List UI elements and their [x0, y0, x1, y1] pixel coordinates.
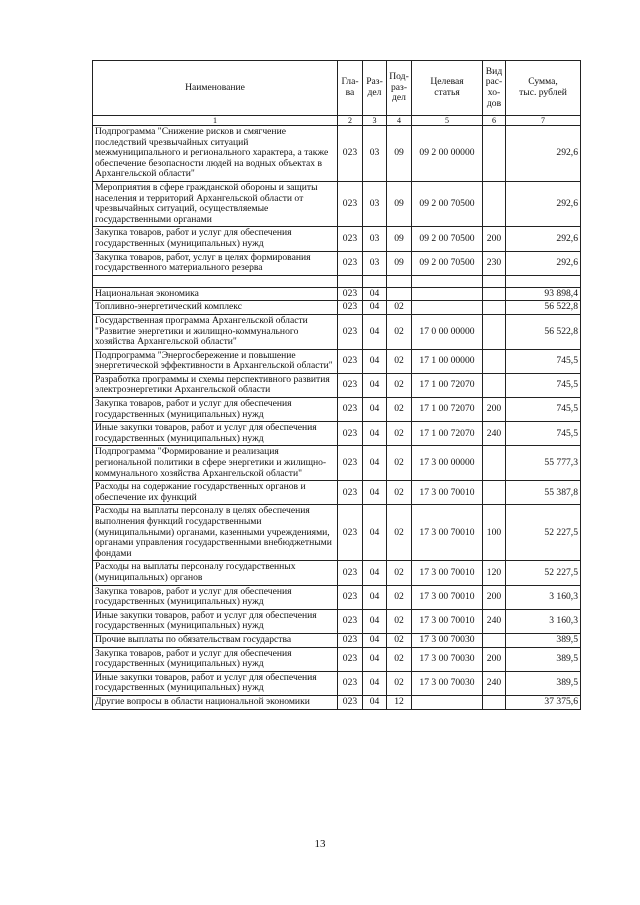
cell-expense-type — [483, 695, 506, 709]
cell-target-article — [412, 287, 483, 301]
cell-chapter: 023 — [338, 585, 363, 609]
cell-subsection: 02 — [387, 505, 412, 561]
cell-sum: 55 777,3 — [506, 446, 581, 481]
cell-expense-type: 240 — [483, 609, 506, 633]
header-target: Целевая статья — [412, 61, 483, 116]
cell-target-article: 17 3 00 70030 — [412, 647, 483, 671]
cell-chapter: 023 — [338, 349, 363, 373]
cell-sum: 745,5 — [506, 422, 581, 446]
cell-expense-type: 200 — [483, 585, 506, 609]
table-row — [93, 314, 581, 349]
cell-subsection: 02 — [387, 373, 412, 397]
cell-chapter: 023 — [338, 633, 363, 647]
table-row — [93, 422, 581, 446]
cell-expense-type — [483, 275, 506, 287]
cell-section: 04 — [363, 585, 387, 609]
table-row — [93, 561, 581, 585]
cell-name: Закупка товаров, работ и услуг для обеспечения государственных (муниципальных) нужд — [93, 398, 338, 422]
cell-subsection: 02 — [387, 481, 412, 505]
cell-section: 04 — [363, 422, 387, 446]
cell-chapter: 023 — [338, 287, 363, 301]
cell-target-article: 09 2 00 00000 — [412, 126, 483, 182]
cell-name: Топливно-энергетический комплекс — [93, 301, 338, 315]
cell-section: 04 — [363, 647, 387, 671]
cell-section: 04 — [363, 481, 387, 505]
cell-name: Подпрограмма "Энергосбережение и повышение энергетической эффективности в Архангельской области" — [93, 349, 338, 373]
cell-target-article: 17 3 00 70010 — [412, 561, 483, 585]
cell-sum: 56 522,8 — [506, 301, 581, 315]
cell-expense-type — [483, 633, 506, 647]
table-body — [93, 126, 581, 710]
table-row — [93, 695, 581, 709]
cell-expense-type — [483, 481, 506, 505]
cell-chapter: 023 — [338, 314, 363, 349]
cell-sum: 745,5 — [506, 373, 581, 397]
cell-subsection: 12 — [387, 695, 412, 709]
header-expense-type: Вид рас- хо- дов — [483, 61, 506, 116]
cell-section: 04 — [363, 373, 387, 397]
cell-sum: 292,6 — [506, 181, 581, 226]
cell-subsection: 02 — [387, 633, 412, 647]
cell-target-article: 17 3 00 70010 — [412, 609, 483, 633]
column-number: 1 — [93, 116, 338, 126]
cell-expense-type: 120 — [483, 561, 506, 585]
cell-expense-type — [483, 287, 506, 301]
cell-section: 03 — [363, 251, 387, 275]
cell-subsection: 09 — [387, 126, 412, 182]
cell-sum: 93 898,4 — [506, 287, 581, 301]
cell-section: 04 — [363, 609, 387, 633]
cell-chapter: 023 — [338, 481, 363, 505]
header-name: Наименование — [93, 61, 338, 116]
cell-sum: 292,6 — [506, 126, 581, 182]
column-number: 5 — [412, 116, 483, 126]
cell-target-article: 09 2 00 70500 — [412, 227, 483, 251]
cell-section: 04 — [363, 505, 387, 561]
cell-sum: 745,5 — [506, 349, 581, 373]
cell-section: 04 — [363, 349, 387, 373]
cell-chapter: 023 — [338, 251, 363, 275]
cell-name: Расходы на содержание государственных органов и обеспечение их функций — [93, 481, 338, 505]
header-chapter: Гла- ва — [338, 61, 363, 116]
cell-expense-type — [483, 314, 506, 349]
cell-section: 03 — [363, 227, 387, 251]
cell-subsection: 09 — [387, 181, 412, 226]
cell-section: 04 — [363, 301, 387, 315]
cell-sum: 292,6 — [506, 251, 581, 275]
cell-name: Подпрограмма "Снижение рисков и смягчение последствий чрезвычайных ситуаций межмуниципального и регионального характера, а также обеспечение безопасности людей на водных объектах в Архангельской области" — [93, 126, 338, 182]
cell-name: Закупка товаров, работ и услуг для обеспечения государственных (муниципальных) нужд — [93, 585, 338, 609]
cell-section: 04 — [363, 314, 387, 349]
cell-expense-type — [483, 349, 506, 373]
table-row — [93, 373, 581, 397]
page-number: 13 — [314, 838, 326, 850]
cell-chapter: 023 — [338, 561, 363, 585]
column-number: 2 — [338, 116, 363, 126]
cell-name: Расходы на выплаты персоналу в целях обеспечения выполнения функций государственными (муниципальными) органами, казенными учреждениями, органами управления государственными внебюджетными фондами — [93, 505, 338, 561]
table-row — [93, 126, 581, 182]
cell-name: Иные закупки товаров, работ и услуг для обеспечения государственных (муниципальных) нужд — [93, 609, 338, 633]
cell-target-article: 09 2 00 70500 — [412, 251, 483, 275]
cell-sum: 52 227,5 — [506, 505, 581, 561]
cell-target-article — [412, 695, 483, 709]
cell-chapter: 023 — [338, 422, 363, 446]
table-row — [93, 227, 581, 251]
table-row — [93, 398, 581, 422]
cell-subsection: 09 — [387, 251, 412, 275]
cell-chapter — [338, 275, 363, 287]
cell-name: Иные закупки товаров, работ и услуг для обеспечения государственных (муниципальных) нужд — [93, 422, 338, 446]
cell-target-article: 17 1 00 00000 — [412, 349, 483, 373]
cell-expense-type — [483, 301, 506, 315]
cell-name: Другие вопросы в области национальной экономики — [93, 695, 338, 709]
cell-subsection: 02 — [387, 422, 412, 446]
cell-section: 03 — [363, 181, 387, 226]
cell-section: 03 — [363, 126, 387, 182]
cell-expense-type: 230 — [483, 251, 506, 275]
cell-section: 04 — [363, 561, 387, 585]
cell-name: Закупка товаров, работ и услуг для обеспечения государственных (муниципальных) нужд — [93, 647, 338, 671]
cell-chapter: 023 — [338, 373, 363, 397]
cell-name: Иные закупки товаров, работ и услуг для обеспечения государственных (муниципальных) нужд — [93, 671, 338, 695]
cell-section: 04 — [363, 695, 387, 709]
cell-subsection: 02 — [387, 671, 412, 695]
budget-table — [92, 60, 581, 710]
cell-target-article: 17 1 00 72070 — [412, 373, 483, 397]
cell-expense-type: 200 — [483, 398, 506, 422]
table-row — [93, 481, 581, 505]
cell-target-article: 17 1 00 72070 — [412, 422, 483, 446]
cell-name: Прочие выплаты по обязательствам государства — [93, 633, 338, 647]
cell-target-article: 17 3 00 70030 — [412, 671, 483, 695]
cell-subsection: 09 — [387, 227, 412, 251]
column-number: 3 — [363, 116, 387, 126]
cell-name: Закупка товаров, работ, услуг в целях формирования государственного материального резерва — [93, 251, 338, 275]
cell-expense-type: 100 — [483, 505, 506, 561]
cell-expense-type — [483, 126, 506, 182]
cell-name: Мероприятия в сфере гражданской обороны и защиты населения и территорий Архангельской области от чрезвычайных ситуаций, осуществляемые государственными органами — [93, 181, 338, 226]
cell-expense-type: 200 — [483, 647, 506, 671]
cell-section: 04 — [363, 398, 387, 422]
cell-target-article: 17 3 00 70010 — [412, 585, 483, 609]
table-row — [93, 609, 581, 633]
header-sum: Сумма, тыс. рублей — [506, 61, 581, 116]
table-row — [93, 251, 581, 275]
cell-subsection: 02 — [387, 398, 412, 422]
column-number-row — [93, 116, 581, 126]
header-section: Раз- дел — [363, 61, 387, 116]
cell-chapter: 023 — [338, 181, 363, 226]
cell-section: 04 — [363, 287, 387, 301]
table-row — [93, 585, 581, 609]
cell-subsection: 02 — [387, 561, 412, 585]
cell-chapter: 023 — [338, 227, 363, 251]
cell-name: Закупка товаров, работ и услуг для обеспечения государственных (муниципальных) нужд — [93, 227, 338, 251]
cell-expense-type: 240 — [483, 422, 506, 446]
column-number: 7 — [506, 116, 581, 126]
cell-chapter: 023 — [338, 671, 363, 695]
cell-chapter: 023 — [338, 398, 363, 422]
cell-chapter: 023 — [338, 126, 363, 182]
table-row — [93, 671, 581, 695]
cell-expense-type: 200 — [483, 227, 506, 251]
cell-sum: 55 387,8 — [506, 481, 581, 505]
cell-sum — [506, 275, 581, 287]
cell-target-article: 09 2 00 70500 — [412, 181, 483, 226]
cell-sum: 37 375,6 — [506, 695, 581, 709]
cell-subsection: 02 — [387, 446, 412, 481]
cell-section: 04 — [363, 446, 387, 481]
column-number: 6 — [483, 116, 506, 126]
cell-subsection: 02 — [387, 314, 412, 349]
cell-name: Расходы на выплаты персоналу государственных (муниципальных) органов — [93, 561, 338, 585]
cell-chapter: 023 — [338, 505, 363, 561]
header-subsection: Под- раз- дел — [387, 61, 412, 116]
cell-sum: 745,5 — [506, 398, 581, 422]
cell-name: Государственная программа Архангельской области "Развитие энергетики и жилищно-коммунального хозяйства Архангельской области" — [93, 314, 338, 349]
table-row — [93, 633, 581, 647]
cell-name: Подпрограмма "Формирование и реализация региональной политики в сфере энергетики и жилищно-коммунального хозяйства Архангельской области" — [93, 446, 338, 481]
blank-row — [93, 275, 581, 287]
cell-sum: 389,5 — [506, 633, 581, 647]
cell-expense-type — [483, 373, 506, 397]
cell-sum: 52 227,5 — [506, 561, 581, 585]
cell-name: Разработка программы и схемы перспективного развития электроэнергетики Архангельской области — [93, 373, 338, 397]
cell-expense-type: 240 — [483, 671, 506, 695]
header-row — [93, 61, 581, 116]
cell-section — [363, 275, 387, 287]
cell-subsection: 02 — [387, 585, 412, 609]
cell-subsection: 02 — [387, 647, 412, 671]
cell-sum: 389,5 — [506, 647, 581, 671]
cell-chapter: 023 — [338, 695, 363, 709]
table-row — [93, 505, 581, 561]
cell-target-article: 17 1 00 72070 — [412, 398, 483, 422]
cell-expense-type — [483, 181, 506, 226]
table-row — [93, 181, 581, 226]
cell-target-article: 17 3 00 70010 — [412, 505, 483, 561]
table-row — [93, 647, 581, 671]
cell-sum: 389,5 — [506, 671, 581, 695]
cell-chapter: 023 — [338, 301, 363, 315]
cell-subsection — [387, 275, 412, 287]
cell-target-article — [412, 301, 483, 315]
cell-sum: 292,6 — [506, 227, 581, 251]
column-number: 4 — [387, 116, 412, 126]
cell-target-article: 17 0 00 00000 — [412, 314, 483, 349]
table-row — [93, 446, 581, 481]
cell-name: Национальная экономика — [93, 287, 338, 301]
cell-target-article: 17 3 00 70010 — [412, 481, 483, 505]
cell-name — [93, 275, 338, 287]
cell-subsection: 02 — [387, 349, 412, 373]
cell-chapter: 023 — [338, 446, 363, 481]
cell-target-article: 17 3 00 70030 — [412, 633, 483, 647]
cell-subsection: 02 — [387, 609, 412, 633]
cell-chapter: 023 — [338, 647, 363, 671]
cell-target-article — [412, 275, 483, 287]
table-row — [93, 287, 581, 301]
cell-chapter: 023 — [338, 609, 363, 633]
cell-subsection — [387, 287, 412, 301]
cell-subsection: 02 — [387, 301, 412, 315]
cell-target-article: 17 3 00 00000 — [412, 446, 483, 481]
cell-expense-type — [483, 446, 506, 481]
cell-section: 04 — [363, 671, 387, 695]
cell-section: 04 — [363, 633, 387, 647]
table-row — [93, 349, 581, 373]
table-row — [93, 301, 581, 315]
cell-sum: 3 160,3 — [506, 585, 581, 609]
cell-sum: 56 522,8 — [506, 314, 581, 349]
cell-sum: 3 160,3 — [506, 609, 581, 633]
